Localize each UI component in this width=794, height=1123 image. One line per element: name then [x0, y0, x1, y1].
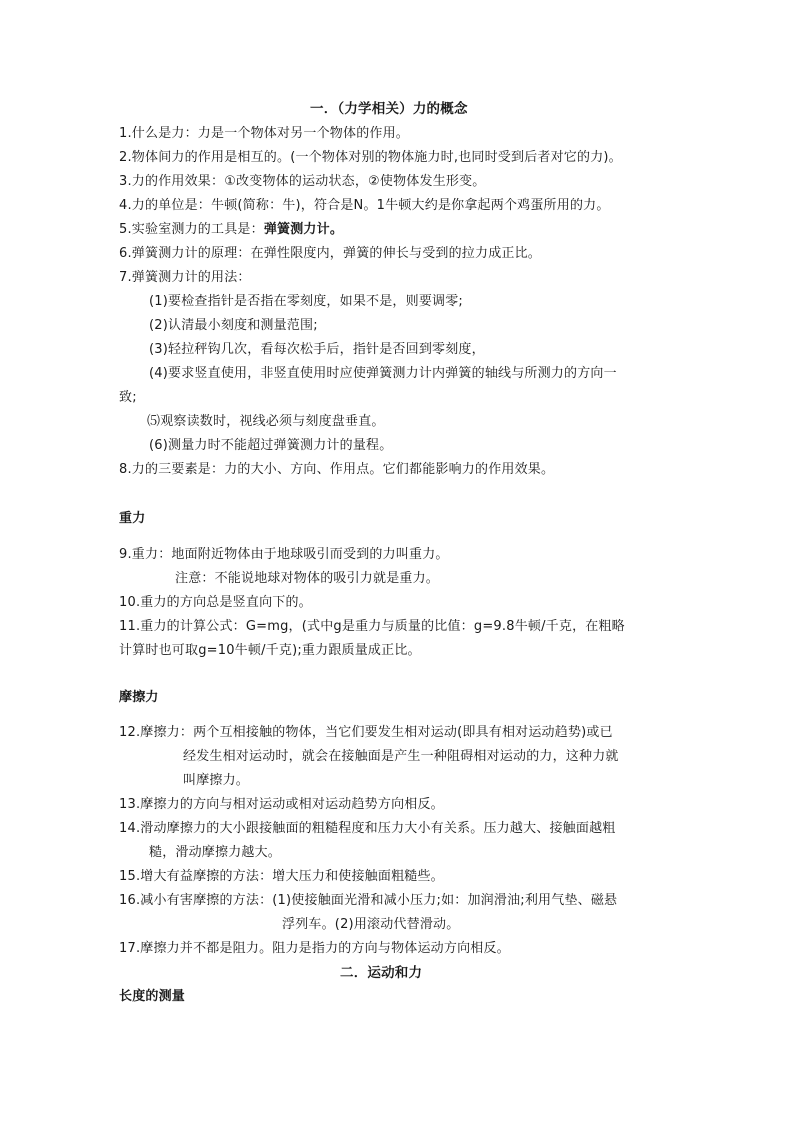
- gravity-heading: 重力: [119, 511, 146, 526]
- item-5-bold: 弹簧测力计。: [263, 222, 344, 237]
- item-12-cont-1: 经发生相对运动时，就会在接触面是产生一种阻碍相对运动的力，这种力就: [183, 749, 619, 764]
- item-7-6: (6)测量力时不能超过弹簧测力计的量程。: [149, 438, 393, 453]
- item-8: 8.力的三要素是：力的大小、方向、作用点。它们都能影响力的作用效果。: [119, 462, 555, 477]
- item-14-cont: 糙，滑动摩擦力越大。: [149, 845, 282, 860]
- item-7-5: ⑸观察读数时，视线必须与刻度盘垂直。: [147, 414, 385, 429]
- item-7-1: (1)要检查指针是否指在零刻度，如果不是，则要调零;: [149, 294, 463, 309]
- item-14: 14.滑动摩擦力的大小跟接触面的粗糙程度和压力大小有关系。压力越大、接触面越粗: [119, 821, 616, 836]
- item-16-cont: 浮列车。(2)用滚动代替滑动。: [282, 917, 460, 932]
- item-11-cont: 计算时也可取g=10牛顿/千克);重力跟质量成正比。: [119, 643, 421, 658]
- item-9: 9.重力：地面附近物体由于地球吸引而受到的力叫重力。: [119, 547, 449, 562]
- item-2: 2.物体间力的作用是相互的。(一个物体对别的物体施力时,也同时受到后者对它的力)。: [119, 150, 622, 165]
- length-heading: 长度的测量: [119, 989, 186, 1004]
- item-15: 15.增大有益摩擦的方法：增大压力和使接触面粗糙些。: [119, 869, 444, 884]
- item-7-3: (3)轻拉秤钩几次，看每次松手后，指针是否回到零刻度，: [149, 342, 485, 357]
- friction-heading: 摩擦力: [119, 690, 159, 705]
- item-3: 3.力的作用效果：①改变物体的运动状态，②使物体发生形变。: [119, 174, 486, 189]
- item-1: 1.什么是力：力是一个物体对另一个物体的作用。: [119, 126, 410, 141]
- item-12-cont-2: 叫摩擦力。: [183, 773, 250, 788]
- item-10: 10.重力的方向总是竖直向下的。: [119, 595, 312, 610]
- item-7: 7.弹簧测力计的用法：: [119, 270, 251, 285]
- item-11: 11.重力的计算公式：G=mg，(式中g是重力与质量的比值：g=9.8牛顿/千克，在粗略: [119, 619, 625, 634]
- item-7-4-cont: 致;: [119, 390, 137, 405]
- gravity-note: 注意：不能说地球对物体的吸引力就是重力。: [175, 571, 440, 586]
- item-16: 16.减小有害摩擦的方法：(1)使接触面光滑和减小压力;如：加润滑油;利用气垫、磁悬: [119, 893, 618, 908]
- item-5-text: 5.实验室测力的工具是：: [119, 222, 264, 237]
- item-6: 6.弹簧测力计的原理：在弹性限度内，弹簧的伸长与受到的拉力成正比。: [119, 246, 542, 261]
- item-7-4: (4)要求竖直使用，非竖直使用时应使弹簧测力计内弹簧的轴线与所测力的方向一: [149, 366, 617, 381]
- section2-title: 二．运动和力: [340, 965, 423, 981]
- item-4: 4.力的单位是：牛顿(简称：牛)，符合是N。1牛顿大约是你拿起两个鸡蛋所用的力。: [119, 198, 610, 213]
- item-17: 17.摩擦力并不都是阻力。阻力是指力的方向与物体运动方向相反。: [119, 941, 510, 956]
- item-5: [119, 222, 343, 238]
- item-13: 13.摩擦力的方向与相对运动或相对运动趋势方向相反。: [119, 797, 444, 812]
- item-7-2: (2)认清最小刻度和测量范围;: [149, 318, 318, 333]
- section1-title: 一．（力学相关）力的概念: [310, 101, 468, 117]
- item-12: 12.摩擦力：两个互相接触的物体，当它们要发生相对运动(即具有相对运动趋势)或已: [119, 725, 613, 740]
